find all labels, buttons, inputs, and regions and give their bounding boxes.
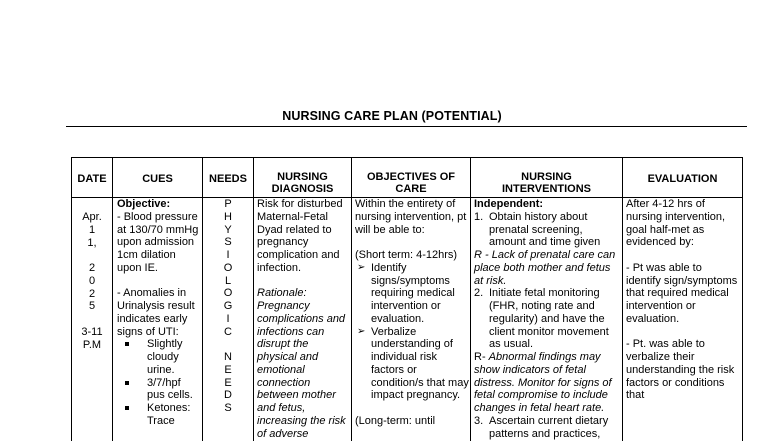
date-line: 3-11 bbox=[81, 325, 103, 338]
needs-letter: O bbox=[223, 261, 233, 274]
cue-bullet: Ketones: Trace bbox=[117, 402, 201, 428]
header-date: DATE bbox=[77, 172, 107, 185]
diagnosis-statement: Risk for disturbed Maternal-Fetal Dyad related to pregnancy complication and infection. bbox=[257, 198, 343, 274]
header-cues: CUES bbox=[142, 172, 173, 185]
objective-label: Objective: bbox=[117, 198, 171, 210]
page-title: NURSING CARE PLAN (POTENTIAL) bbox=[282, 109, 502, 123]
needs-letter: H bbox=[224, 210, 232, 223]
date-line: Apr. bbox=[82, 211, 102, 223]
needs-letter: S bbox=[224, 236, 232, 249]
rationale-text: Abnormal findings may show indicators of fetal distress. Monitor for signs of fetal compromise to include changes in fetal heart rate. bbox=[474, 351, 612, 414]
date-line: 1, bbox=[87, 236, 97, 249]
header-nursing-diagnosis: NURSING DIAGNOSIS bbox=[271, 171, 334, 195]
date-line: 2 bbox=[88, 287, 96, 300]
needs-letter: E bbox=[224, 376, 232, 389]
interventions-cell bbox=[474, 198, 621, 440]
objectives-long-term: (Long-term: until bbox=[355, 414, 436, 427]
cues-gap bbox=[117, 275, 201, 288]
evaluation-gap bbox=[626, 249, 738, 262]
col-divider-objectives bbox=[470, 157, 471, 441]
item-number: 3. bbox=[474, 414, 484, 427]
diagnosis-gap bbox=[257, 275, 350, 288]
col-divider-diagnosis bbox=[351, 157, 352, 441]
col-divider-needs bbox=[253, 157, 254, 441]
item-text: Obtain history about prenatal screening, amount and time given bbox=[489, 210, 601, 249]
header-evaluation: EVALUATION bbox=[647, 172, 718, 185]
item-text: Ascertain current dietary patterns and practices, bbox=[489, 414, 609, 440]
item-number: 2. bbox=[474, 287, 484, 300]
table-border-right bbox=[742, 157, 743, 441]
evaluation-point: - Pt was able to identify sign/symptoms that required medical intervention or evaluation. bbox=[626, 261, 738, 325]
date-line: P.M bbox=[82, 338, 102, 351]
needs-cell bbox=[203, 198, 253, 415]
date-line: 0 bbox=[88, 274, 96, 287]
needs-letter: O bbox=[223, 287, 233, 300]
objective-item: ➢ Identify signs/symptoms requiring medical intervention or evaluation. bbox=[355, 262, 469, 326]
independent-label: Independent: bbox=[474, 198, 544, 210]
objective-item: ➢ Verbalize understanding of individual risk factors or condition/s that may impact pregnancy. bbox=[355, 326, 469, 403]
needs-letter: P bbox=[224, 198, 232, 210]
cue-bullet: 3/7/hpf pus cells. bbox=[117, 377, 201, 403]
evaluation-cell bbox=[626, 198, 738, 402]
needs-letter: E bbox=[224, 363, 232, 376]
date-line: 5 bbox=[88, 300, 96, 313]
cue-anomalies: - Anomalies in Urinalysis result indicates early signs of UTI: bbox=[117, 287, 195, 338]
date-line: 2 bbox=[88, 262, 96, 274]
date-line: 1 bbox=[88, 223, 96, 236]
item-number: 1. bbox=[474, 210, 484, 223]
cues-cell bbox=[117, 198, 201, 428]
objectives-cell bbox=[355, 198, 469, 428]
header-needs: NEEDS bbox=[209, 172, 247, 185]
intervention-item-2 bbox=[474, 287, 621, 351]
date-cell bbox=[72, 211, 112, 351]
objectives-gap bbox=[355, 236, 469, 249]
needs-letter: L bbox=[224, 274, 232, 287]
rationale-prefix: R- bbox=[474, 351, 486, 363]
cue-blood-pressure: - Blood pressure at 130/70 mmHg upon admission 1cm dilation upon IE. bbox=[117, 210, 199, 274]
date-gap bbox=[72, 313, 112, 326]
intervention-item-1 bbox=[474, 211, 621, 249]
diagnosis-rationale: Pregnancy complications and infections can disrupt the physical and emotional connection between mother and fetus, increasing the risk of adverse bbox=[257, 300, 346, 440]
objectives-intro: Within the entirety of nursing intervention, pt will be able to: bbox=[355, 198, 467, 236]
needs-letter: D bbox=[224, 389, 232, 402]
rationale-label: Rationale: bbox=[257, 287, 307, 300]
item-text: Initiate fetal monitoring (FHR, noting rate and regularity) and have the client monitor movement as usual. bbox=[489, 287, 609, 351]
col-divider-date bbox=[112, 157, 113, 441]
date-gap bbox=[72, 249, 112, 262]
rationale-prefix: R - bbox=[474, 249, 489, 261]
needs-letter: I bbox=[226, 249, 230, 261]
needs-letter: S bbox=[224, 402, 232, 414]
rationale-1 bbox=[474, 249, 621, 287]
needs-letter: I bbox=[226, 312, 230, 325]
header-objectives-of-care: OBJECTIVES OF CARE bbox=[366, 171, 456, 195]
needs-letter: N bbox=[224, 351, 232, 363]
needs-letter: G bbox=[223, 300, 233, 312]
diagnosis-cell bbox=[257, 198, 350, 440]
intervention-item-3 bbox=[474, 415, 621, 441]
needs-gap bbox=[203, 338, 253, 351]
col-divider-interventions bbox=[622, 157, 623, 441]
rationale-2 bbox=[474, 351, 621, 415]
evaluation-point: - Pt. was able to verbalize their understanding the risk factors or conditions that bbox=[626, 338, 735, 402]
cue-bullet: Slightly cloudy urine. bbox=[117, 338, 201, 376]
objectives-short-term: (Short term: 4-12hrs) bbox=[355, 249, 458, 261]
rationale-text: Lack of prenatal care can place both mother and fetus at risk. bbox=[474, 249, 616, 287]
evaluation-gap bbox=[626, 326, 738, 339]
header-nursing-interventions: NURSING INTERVENTIONS bbox=[501, 171, 592, 195]
title-rule bbox=[66, 126, 747, 127]
evaluation-summary: After 4-12 hrs of nursing intervention, goal half-met as evidenced by: bbox=[626, 198, 726, 249]
needs-letter: C bbox=[224, 325, 232, 338]
needs-letter: Y bbox=[224, 223, 232, 236]
objectives-gap bbox=[355, 402, 469, 415]
